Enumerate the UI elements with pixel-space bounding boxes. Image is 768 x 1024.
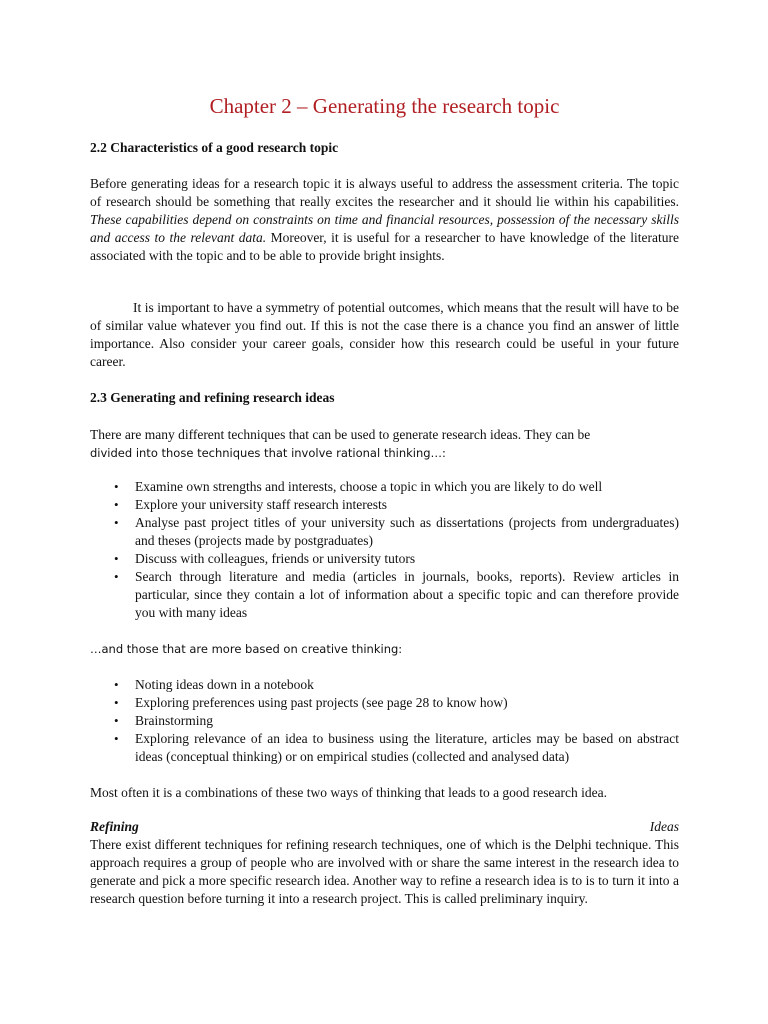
bullet-icon: • <box>114 515 119 530</box>
section-heading-2-3: 2.3 Generating and refining research ideas <box>90 390 335 405</box>
refining-ideas-heading <box>90 818 679 836</box>
list-item: • Exploring preferences using past projects (see page 28 to know how) <box>114 695 508 710</box>
refining-heading-left: Refining <box>90 819 139 834</box>
list-item: • Exploring relevance of an idea to business using the literature, articles may be based on abstract ideas (conceptual thinking) or on empirical studies (collected and analysed data) <box>114 731 679 764</box>
paragraph-techniques-intro: There are many different techniques that can be used to generate research ideas. They can be <box>90 427 591 442</box>
paragraph-italic-text: These capabilities depend on constraints on time and financial resources, possession of the necessary skills and access to the relevant data. <box>90 212 679 245</box>
bullet-icon: • <box>114 479 119 494</box>
list-item: • Noting ideas down in a notebook <box>114 677 314 692</box>
rational-techniques-list <box>90 478 679 622</box>
list-item: • Examine own strengths and interests, choose a topic in which you are likely to do well <box>114 479 603 494</box>
section-heading-2-2: 2.2 Characteristics of a good research topic <box>90 140 339 155</box>
list-item: • Search through literature and media (articles in journals, books, reports). Review articles in particular, since they contain a lot of information about a specific topic and can therefore provide you with many ideas <box>114 569 679 620</box>
paragraph-creative-thinking: …and those that are more based on creative thinking: <box>90 642 403 656</box>
paragraph-refining: There exist different techniques for refining research techniques, one of which is the Delphi technique. This approach requires a group of people who are involved with or share the same interest in the research idea to generate and pick a more specific research idea. Another way to refine a research idea is to is to turn it into a research question before turning it into a research project. This is called preliminary inquiry. <box>90 837 679 906</box>
bullet-icon: • <box>114 677 119 692</box>
creative-techniques-list <box>90 676 679 766</box>
paragraph-text: Moreover, it is useful for a researcher to have knowledge of the literature associated with the topic and to be able to provide bright insights. <box>90 230 679 263</box>
paragraph-symmetry-outcomes: It is important to have a symmetry of potential outcomes, which means that the result will have to be of similar value whatever you find out. If this is not the case there is a chance you find an answer of little importance. Also consider your career goals, consider how this research could be useful in your future career. <box>90 300 679 369</box>
bullet-icon: • <box>114 569 119 584</box>
paragraph-summary: Most often it is a combinations of these two ways of thinking that leads to a good research idea. <box>90 785 608 800</box>
paragraph-rational-thinking: divided into those techniques that involve rational thinking…: <box>90 446 446 460</box>
list-item: • Discuss with colleagues, friends or university tutors <box>114 551 416 566</box>
refining-heading-right: Ideas <box>649 819 679 834</box>
paragraph-text: Before generating ideas for a research topic it is always useful to address the assessment criteria. The topic of research should be something that really excites the researcher and it should lie within his capabilities. <box>90 176 679 209</box>
bullet-icon: • <box>114 731 119 746</box>
bullet-icon: • <box>114 497 119 512</box>
list-item: • Brainstorming <box>114 713 213 728</box>
paragraph-assessment-criteria <box>90 175 679 265</box>
bullet-icon: • <box>114 713 119 728</box>
chapter-title: Chapter 2 – Generating the research topic <box>209 94 560 118</box>
list-item: • Analyse past project titles of your university such as dissertations (projects from undergraduates) and theses (projects made by postgraduates) <box>114 515 679 548</box>
list-item: • Explore your university staff research interests <box>114 497 388 512</box>
bullet-icon: • <box>114 551 119 566</box>
bullet-icon: • <box>114 695 119 710</box>
